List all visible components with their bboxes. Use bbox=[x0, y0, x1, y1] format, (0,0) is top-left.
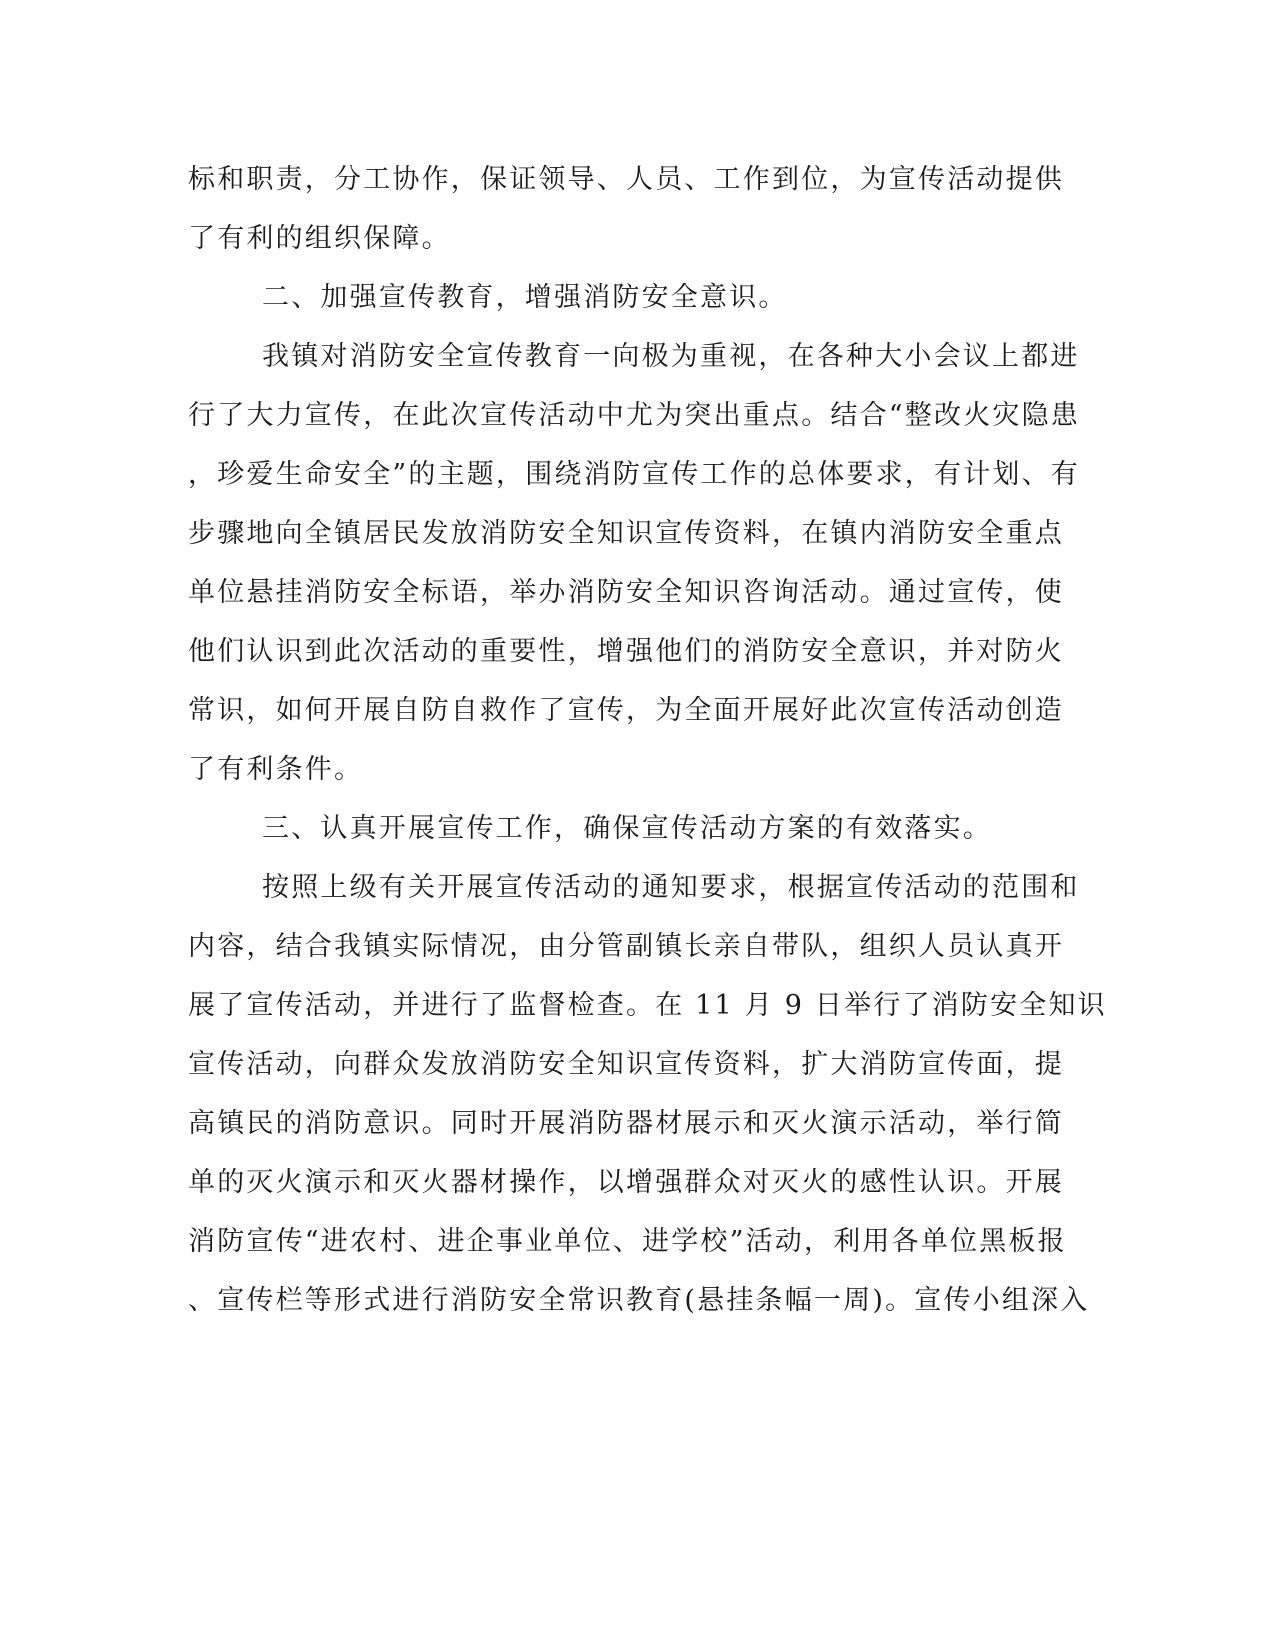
text-line: 常识，如何开展自防自救作了宣传，为全面开展好此次宣传活动创造 bbox=[188, 695, 1064, 726]
text-line: 了有利条件。 bbox=[188, 754, 364, 785]
text-line: 消防宣传“进农村、进企事业单位、进学校”活动，利用各单位黑板报 bbox=[188, 1226, 1067, 1257]
section-heading: 三、认真开展宣传工作，确保宣传活动方案的有效落实。 bbox=[262, 813, 992, 844]
section-heading: 二、加强宣传教育，增强消防安全意识。 bbox=[262, 282, 788, 313]
text-line: 他们认识到此次活动的重要性，增强他们的消防安全意识，并对防火 bbox=[188, 636, 1064, 667]
text-line: 高镇民的消防意识。同时开展消防器材展示和灭火演示活动，举行简 bbox=[188, 1108, 1064, 1139]
text-line: ，珍爱生命安全”的主题，围绕消防宣传工作的总体要求，有计划、有 bbox=[188, 459, 1081, 490]
text-line: 步骤地向全镇居民发放消防安全知识宣传资料，在镇内消防安全重点 bbox=[188, 518, 1064, 549]
text-line: 内容，结合我镇实际情况，由分管副镇长亲自带队，组织人员认真开 bbox=[188, 931, 1064, 962]
text-line: 单的灭火演示和灭火器材操作，以增强群众对灭火的感性认识。开展 bbox=[188, 1167, 1064, 1198]
text-line: 展了宣传活动，并进行了监督检查。在 11 月 9 日举行了消防安全知识 bbox=[188, 990, 1107, 1021]
text-line: 了有利的组织保障。 bbox=[188, 223, 451, 254]
text-line: 我镇对消防安全宣传教育一向极为重视，在各种大小会议上都进 bbox=[262, 341, 1080, 372]
text-line: 单位悬挂消防安全标语，举办消防安全知识咨询活动。通过宣传，使 bbox=[188, 577, 1064, 608]
text-line: 、宣传栏等形式进行消防安全常识教育(悬挂条幅一周)。宣传小组深入 bbox=[188, 1285, 1090, 1316]
text-line: 行了大力宣传，在此次宣传活动中尤为突出重点。结合“整改火灾隐患 bbox=[188, 400, 1081, 431]
text-line: 宣传活动，向群众发放消防安全知识宣传资料，扩大消防宣传面，提 bbox=[188, 1049, 1064, 1080]
text-line: 按照上级有关开展宣传活动的通知要求，根据宣传活动的范围和 bbox=[262, 872, 1080, 903]
text-line: 标和职责，分工协作，保证领导、人员、工作到位，为宣传活动提供 bbox=[188, 164, 1064, 195]
